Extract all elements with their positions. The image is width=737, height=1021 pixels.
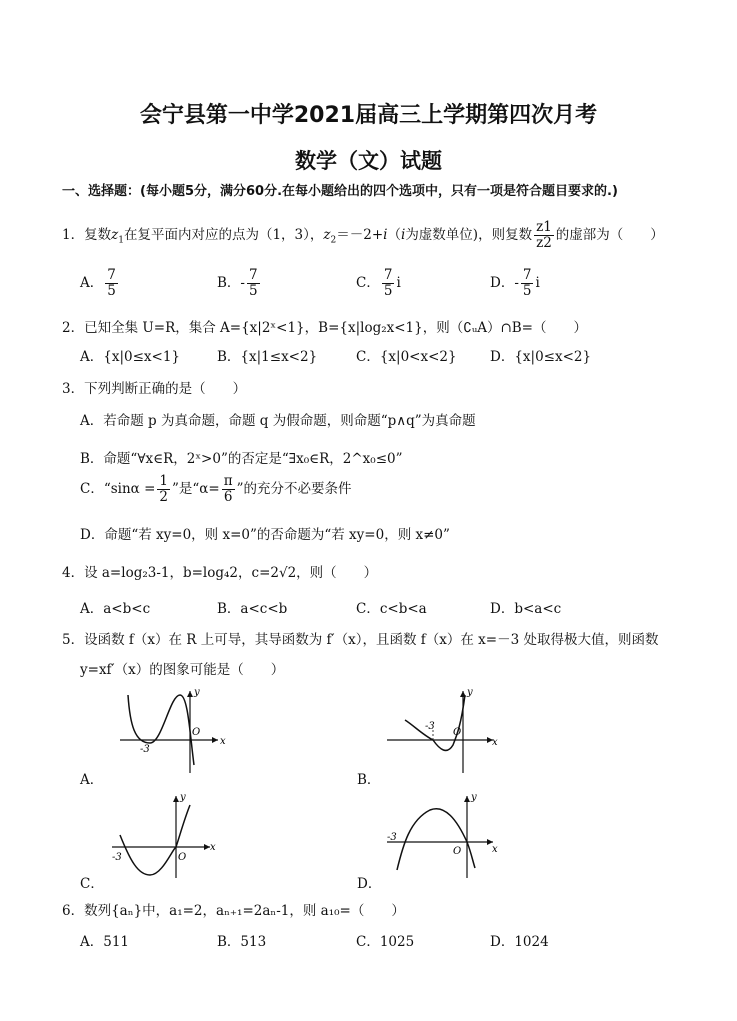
option-d: D．{x|0≤x<2}	[490, 349, 592, 365]
question-number: 6．	[62, 903, 85, 919]
option-a: A．{x|0≤x<1}	[80, 349, 181, 365]
option-c: C．“sinα = $\frac{1}{2}$ ”是“α= $\frac{\pi}{6}$ ”的充分不必要条件	[80, 473, 352, 505]
graph-c	[110, 790, 220, 880]
question-number: 1．	[62, 226, 85, 243]
question-text: 数列{aₙ}中，a₁=2，aₙ₊₁=2aₙ-1，则 a₁₀=（ ）	[84, 903, 405, 919]
question-text: 在复平面内对应的点为（1，3），	[123, 226, 324, 243]
question-text: 下列判断正确的是（ ）	[84, 381, 247, 397]
question-number: 5．	[62, 632, 85, 648]
origin-label: O	[453, 846, 462, 857]
option-d: D．- $\frac{7}{5}$ i	[490, 267, 540, 299]
axis-y-label: y	[194, 687, 200, 698]
exam-subtitle: 数学（文）试题	[295, 149, 442, 173]
question-2	[62, 316, 587, 336]
axis-x-label: x	[492, 844, 498, 855]
origin-label: O	[178, 852, 187, 863]
question-6	[62, 899, 405, 919]
question-1	[62, 220, 664, 251]
tick-minus3: -3	[425, 721, 435, 732]
option-c: C．{x|0<x<2}	[356, 349, 457, 365]
exam-title: 会宁县第一中学2021届高三上学期第四次月考	[139, 103, 598, 128]
option-b: B．513	[217, 934, 267, 950]
var-z1-sub: 1	[118, 235, 124, 246]
var-i: i	[383, 226, 388, 243]
option-c: C．1025	[356, 934, 415, 950]
option-a: A．511	[80, 934, 130, 950]
question-5-line2: y=xf′（x）的图象可能是（ ）	[80, 662, 285, 678]
option-c: C． $\frac{7}{5}$ i	[356, 267, 401, 299]
question-number: 2．	[62, 320, 85, 336]
option-b: B．a<c<b	[217, 601, 288, 617]
origin-label: O	[453, 727, 462, 738]
question-text: 的虚部为（ ）	[555, 226, 664, 243]
section-heading: 一、选择题：(每小题5分，满分60分.在每小题给出的四个选项中，只有一项是符合题目要求的.)	[62, 184, 618, 199]
axis-x-label: x	[210, 842, 216, 853]
fraction-denominator: z2	[536, 234, 552, 251]
graph-b	[385, 685, 500, 775]
question-text: 设函数 f（x）在 R 上可导，其导函数为 f′（x），且函数 f（x）在 x=－3 处取得极大值，则函数	[84, 632, 659, 648]
option-a: A． $\frac{7}{5}$	[80, 267, 116, 299]
axis-y-label: y	[471, 792, 477, 803]
option-b: B．命题“∀x∈R，2ˣ>0”的否定是“∃x₀∈R，2^x₀≤0”	[80, 451, 403, 467]
axis-y-label: y	[467, 687, 473, 698]
option-d: D．b<a<c	[490, 601, 562, 617]
graph-a	[110, 685, 230, 775]
option-a: A．a<b<c	[80, 601, 151, 617]
option-a: A．若命题 p 为真命题，命题 q 为假命题，则命题“p∧q”为真命题	[80, 413, 476, 429]
question-text: 复数	[84, 226, 112, 243]
tick-minus3: -3	[112, 852, 122, 863]
question-number: 3．	[62, 381, 85, 397]
axis-y-label: y	[180, 792, 186, 803]
var-z2-sub: 2	[330, 235, 337, 246]
option-a: A．	[80, 772, 104, 788]
question-text: 设 a=log₂3-1，b=log₄2，c=2√2，则（ ）	[84, 565, 378, 581]
origin-label: O	[192, 727, 201, 738]
option-d: D．1024	[490, 934, 549, 950]
graph-d	[385, 790, 500, 880]
option-c: C．	[80, 876, 104, 892]
question-text: 已知全集 U=R，集合 A={x|2ˣ<1}，B={x|log₂x<1}，则（∁ᵤA）∩B=（ ）	[84, 320, 587, 336]
question-3	[62, 377, 246, 397]
axis-x-label: x	[220, 736, 226, 747]
var-i: i	[400, 226, 406, 243]
question-5	[62, 628, 658, 648]
option-b: B．	[357, 772, 381, 788]
var-z1: z	[111, 226, 119, 243]
question-text: 为虚数单位)，则复数	[405, 226, 533, 243]
fraction-numerator: z1	[536, 219, 552, 235]
option-b: B．- $\frac{7}{5}$	[217, 267, 258, 299]
question-number: 4．	[62, 565, 85, 581]
option-d: D．命题“若 xy=0，则 x=0”的否命题为“若 xy=0，则 x≠0”	[80, 527, 450, 543]
tick-minus3: -3	[387, 832, 397, 843]
question-4	[62, 561, 377, 581]
fraction-z1-z2	[534, 220, 554, 251]
option-c: C．c<b<a	[356, 601, 427, 617]
tick-minus3: -3	[140, 744, 150, 755]
question-text: （	[387, 226, 401, 243]
axis-x-label: x	[492, 737, 498, 748]
option-b: B．{x|1≤x<2}	[217, 349, 318, 365]
option-d: D．	[357, 876, 382, 892]
var-z2: z	[323, 226, 331, 243]
question-text: ＝－2+	[336, 226, 384, 243]
